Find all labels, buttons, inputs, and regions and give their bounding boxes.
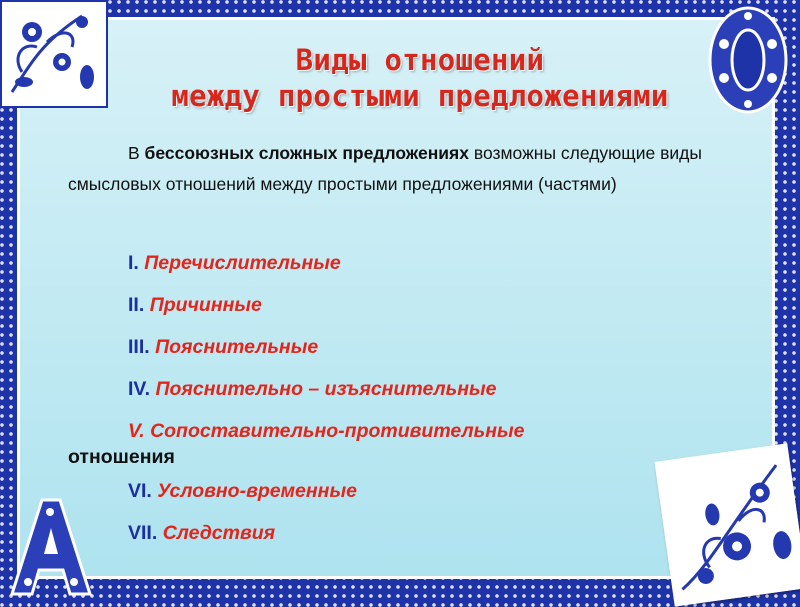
slide-title [100,42,740,114]
list-item [68,470,708,512]
letter-a-ornament-icon [6,494,96,598]
item-number: III. [128,336,150,358]
floral-ornament-bottom-right-icon [654,443,800,606]
item-number: V. [128,420,145,442]
title-line-1: Виды отношений [295,43,545,77]
relations-list [68,242,708,554]
item-text: Перечислительные [144,252,341,274]
item-number: VII. [128,522,158,544]
intro-bold: бессоюзных сложных предложениях [144,143,469,163]
item-text: Пояснительно – изъяснительные [155,378,497,400]
item-text: Условно-временные [157,480,357,502]
list-item [68,512,708,554]
floral-ornament-top-left-icon [0,0,108,108]
item-number: II. [128,294,145,316]
item-text: Следствия [162,522,276,544]
intro-paragraph [68,138,708,200]
list-item [68,326,708,368]
title-line-2: между простыми предложениями [171,79,669,113]
item-number: VI. [128,480,152,502]
list-item [68,368,708,410]
item-number: IV. [128,378,151,400]
list-item [68,284,708,326]
list-item [68,242,708,284]
intro-before: В [128,143,145,163]
list-item [68,410,708,470]
letter-o-ornament-icon [706,4,790,116]
item-text: Причинные [149,294,262,316]
item-text: Пояснительные [155,336,319,358]
intro-after: возможны следующие виды смысловых отношений между простыми предложениями (частями) [68,143,702,194]
item-number: I. [128,252,139,274]
item-continuation: отношения [68,446,175,468]
item-text: Сопоставительно-противительные [150,420,525,442]
